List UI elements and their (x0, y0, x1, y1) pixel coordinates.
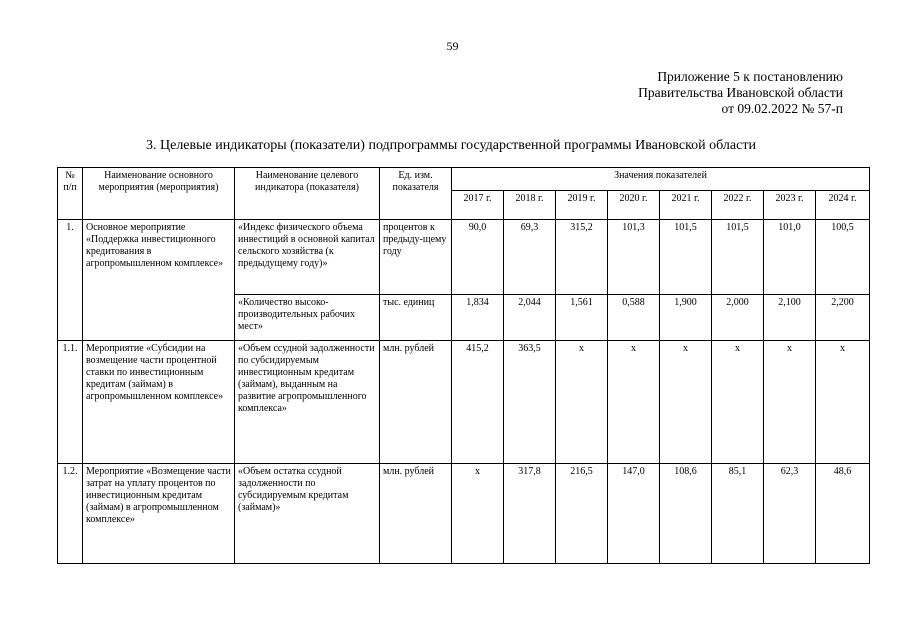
year-header: 2020 г. (608, 191, 660, 220)
header-values: Значения показателей (452, 168, 870, 191)
value-cell: 69,3 (504, 220, 556, 295)
value-cell: 108,6 (660, 464, 712, 564)
value-cell: 2,200 (816, 295, 870, 341)
value-cell: 101,5 (660, 220, 712, 295)
value-cell: x (816, 341, 870, 464)
value-cell: x (660, 341, 712, 464)
value-cell: 48,6 (816, 464, 870, 564)
value-cell: 62,3 (764, 464, 816, 564)
appendix-line-3: от 09.02.2022 № 57-п (721, 101, 843, 116)
row-num: 1.1. (58, 341, 83, 464)
appendix-line-2: Правительства Ивановской области (638, 85, 843, 100)
value-cell: 101,3 (608, 220, 660, 295)
value-cell: 90,0 (452, 220, 504, 295)
value-cell: 415,2 (452, 341, 504, 464)
table-row (58, 220, 870, 295)
value-cell: 2,000 (712, 295, 764, 341)
value-cell: 1,561 (556, 295, 608, 341)
year-header: 2019 г. (556, 191, 608, 220)
indicators-table (57, 167, 870, 564)
year-header: 2021 г. (660, 191, 712, 220)
row-activity: Мероприятие «Возмещение части затрат на уплату процентов по инвестиционным кредитам (займам) в агропромышленном комплексе» (83, 464, 235, 564)
row-unit: тыс. единиц (380, 295, 452, 341)
row-indicator: «Объем ссудной задолженности по субсидируемым инвестиционным кредитам (займам), выданным на развитие агропромышленного комплекса» (235, 341, 380, 464)
year-header: 2018 г. (504, 191, 556, 220)
value-cell: 315,2 (556, 220, 608, 295)
value-cell: 0,588 (608, 295, 660, 341)
value-cell: 147,0 (608, 464, 660, 564)
appendix-block (638, 69, 843, 117)
page-number: 59 (446, 39, 459, 53)
value-cell: 2,100 (764, 295, 816, 341)
value-cell: x (452, 464, 504, 564)
value-cell: 2,044 (504, 295, 556, 341)
row-indicator: «Индекс физического объема инвестиций в основной капитал сельского хозяйства (к предыдущему году)» (235, 220, 380, 295)
row-num: 1. (58, 220, 83, 341)
header-unit: Ед. изм. показателя (380, 168, 452, 220)
year-header: 2024 г. (816, 191, 870, 220)
value-cell: x (608, 341, 660, 464)
value-cell: 85,1 (712, 464, 764, 564)
value-cell: 100,5 (816, 220, 870, 295)
row-activity: Основное мероприятие «Поддержка инвестиционного кредитования в агропромышленном комплексе» (83, 220, 235, 341)
value-cell: 101,0 (764, 220, 816, 295)
row-unit: млн. рублей (380, 464, 452, 564)
value-cell: x (556, 341, 608, 464)
header-row (58, 168, 870, 191)
row-unit: млн. рублей (380, 341, 452, 464)
value-cell: 101,5 (712, 220, 764, 295)
value-cell: 1,834 (452, 295, 504, 341)
row-num: 1.2. (58, 464, 83, 564)
row-unit: процентов к предыду-щему году (380, 220, 452, 295)
year-header: 2017 г. (452, 191, 504, 220)
value-cell: 1,900 (660, 295, 712, 341)
row-activity: Мероприятие «Субсидии на возмещение части процентной ставки по инвестиционным кредитам (займам) в агропромышленном комплексе» (83, 341, 235, 464)
row-indicator: «Количество высоко-производительных рабочих мест» (235, 295, 380, 341)
header-num: № п/п (58, 168, 83, 220)
document-title: 3. Целевые индикаторы (показатели) подпрограммы государственной программы Ивановской области (146, 138, 756, 153)
appendix-line-1: Приложение 5 к постановлению (657, 69, 843, 84)
row-indicator: «Объем остатка ссудной задолженности по субсидируемым кредитам (займам)» (235, 464, 380, 564)
header-activity: Наименование основного мероприятия (мероприятия) (83, 168, 235, 220)
table-row (58, 464, 870, 564)
year-header: 2022 г. (712, 191, 764, 220)
header-indicator: Наименование целевого индикатора (показателя) (235, 168, 380, 220)
value-cell: 216,5 (556, 464, 608, 564)
value-cell: x (712, 341, 764, 464)
value-cell: 317,8 (504, 464, 556, 564)
value-cell: x (764, 341, 816, 464)
table-row (58, 341, 870, 464)
year-header: 2023 г. (764, 191, 816, 220)
value-cell: 363,5 (504, 341, 556, 464)
